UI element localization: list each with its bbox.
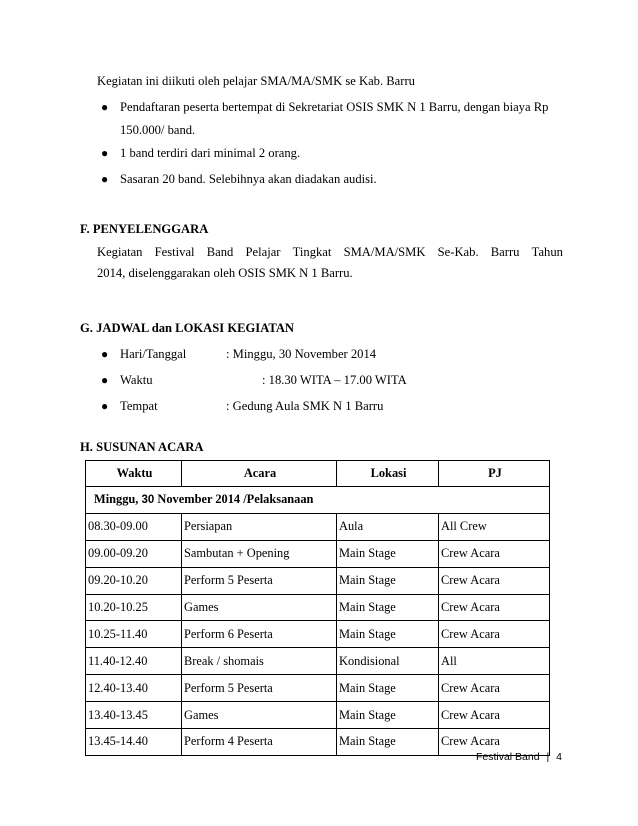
bullet-icon: ●	[101, 146, 109, 160]
cell-location: Main Stage	[337, 702, 439, 729]
table-row	[86, 594, 550, 621]
word: Band	[206, 245, 234, 259]
footer-separator: |	[546, 751, 550, 763]
cell-pj: All	[439, 648, 550, 675]
schedule-table	[85, 460, 550, 756]
cell-time: 11.40-12.40	[86, 648, 182, 675]
section-f-line2: 2014, diselenggarakan oleh OSIS SMK N 1 Barru.	[97, 266, 353, 280]
schedule-value-date: : Minggu, 30 November 2014	[226, 347, 377, 361]
cell-location: Main Stage	[337, 540, 439, 567]
cell-pj: Crew Acara	[439, 594, 550, 621]
footer-page-number: 4	[556, 751, 562, 763]
header-pj: PJ	[439, 461, 550, 487]
date-row-day: 30	[141, 494, 155, 507]
cell-location: Main Stage	[337, 675, 439, 702]
cell-pj: Crew Acara	[439, 621, 550, 648]
word: Tingkat	[292, 245, 332, 259]
section-g-title: G. JADWAL dan LOKASI KEGIATAN	[80, 321, 295, 335]
word: Barru	[490, 245, 520, 259]
cell-location: Kondisional	[337, 648, 439, 675]
table-header-row	[86, 461, 550, 487]
intro-bullet-1-cont: 150.000/ band.	[120, 123, 196, 137]
cell-location: Main Stage	[337, 567, 439, 594]
word: Festival	[154, 245, 195, 259]
date-row-suffix: November 2014 /Pelaksanaan	[154, 492, 314, 507]
table-row	[86, 513, 550, 540]
table-row	[86, 621, 550, 648]
cell-pj: Crew Acara	[439, 702, 550, 729]
word: Tahun	[531, 245, 563, 259]
footer	[476, 751, 562, 763]
date-row-cell	[86, 487, 550, 514]
table-row	[86, 540, 550, 567]
date-row-prefix: Minggu,	[94, 492, 142, 507]
header-lokasi: Lokasi	[337, 461, 439, 487]
schedule-value-place: : Gedung Aula SMK N 1 Barru	[226, 399, 384, 413]
cell-time: 13.40-13.45	[86, 702, 182, 729]
cell-pj: Crew Acara	[439, 567, 550, 594]
intro-bullet-1: Pendaftaran peserta bertempat di Sekretariat OSIS SMK N 1 Barru, dengan biaya Rp	[120, 100, 549, 114]
cell-time: 10.20-10.25	[86, 594, 182, 621]
cell-activity: Games	[182, 702, 337, 729]
cell-time: 13.45-14.40	[86, 729, 182, 756]
cell-time: 10.25-11.40	[86, 621, 182, 648]
section-f-title: F. PENYELENGGARA	[80, 222, 209, 236]
table-date-row	[86, 487, 550, 514]
bullet-icon: ●	[101, 100, 109, 114]
word: SMA/MA/SMK	[343, 245, 426, 259]
schedule-label-time: Waktu	[120, 373, 153, 387]
cell-activity: Persiapan	[182, 513, 337, 540]
cell-activity: Break / shomais	[182, 648, 337, 675]
cell-time: 12.40-13.40	[86, 675, 182, 702]
cell-activity: Perform 4 Peserta	[182, 729, 337, 756]
cell-location: Main Stage	[337, 621, 439, 648]
footer-title: Festival Band	[475, 751, 540, 763]
intro-bullet-2: 1 band terdiri dari minimal 2 orang.	[120, 146, 301, 160]
cell-pj: Crew Acara	[439, 729, 550, 756]
schedule-value-time: : 18.30 WITA – 17.00 WITA	[262, 373, 407, 387]
cell-activity: Perform 6 Peserta	[182, 621, 337, 648]
cell-activity: Perform 5 Peserta	[182, 567, 337, 594]
cell-activity: Perform 5 Peserta	[182, 675, 337, 702]
bullet-icon: ●	[101, 373, 109, 387]
intro-line: Kegiatan ini diikuti oleh pelajar SMA/MA/SMK se Kab. Barru	[97, 74, 415, 88]
cell-activity: Sambutan + Opening	[182, 540, 337, 567]
cell-pj: Crew Acara	[439, 540, 550, 567]
bullet-icon: ●	[101, 347, 109, 361]
cell-location: Main Stage	[337, 729, 439, 756]
schedule-label-place: Tempat	[120, 399, 158, 413]
cell-location: Aula	[337, 513, 439, 540]
bullet-icon: ●	[101, 399, 109, 413]
section-h-title: H. SUSUNAN ACARA	[80, 440, 204, 454]
cell-time: 08.30-09.00	[86, 513, 182, 540]
header-waktu: Waktu	[86, 461, 182, 487]
word: Se-Kab.	[437, 245, 479, 259]
cell-location: Main Stage	[337, 594, 439, 621]
word: Pelajar	[245, 245, 281, 259]
table-row	[86, 567, 550, 594]
schedule-label-date: Hari/Tanggal	[120, 347, 187, 361]
cell-time: 09.00-09.20	[86, 540, 182, 567]
table-row	[86, 648, 550, 675]
cell-time: 09.20-10.20	[86, 567, 182, 594]
cell-pj: Crew Acara	[439, 675, 550, 702]
word: Kegiatan	[97, 245, 143, 259]
intro-bullet-3: Sasaran 20 band. Selebihnya akan diadakan audisi.	[120, 172, 377, 186]
table-row	[86, 675, 550, 702]
section-f-line1	[97, 245, 563, 260]
header-acara: Acara	[182, 461, 337, 487]
cell-pj: All Crew	[439, 513, 550, 540]
table-row	[86, 702, 550, 729]
cell-activity: Games	[182, 594, 337, 621]
bullet-icon: ●	[101, 172, 109, 186]
